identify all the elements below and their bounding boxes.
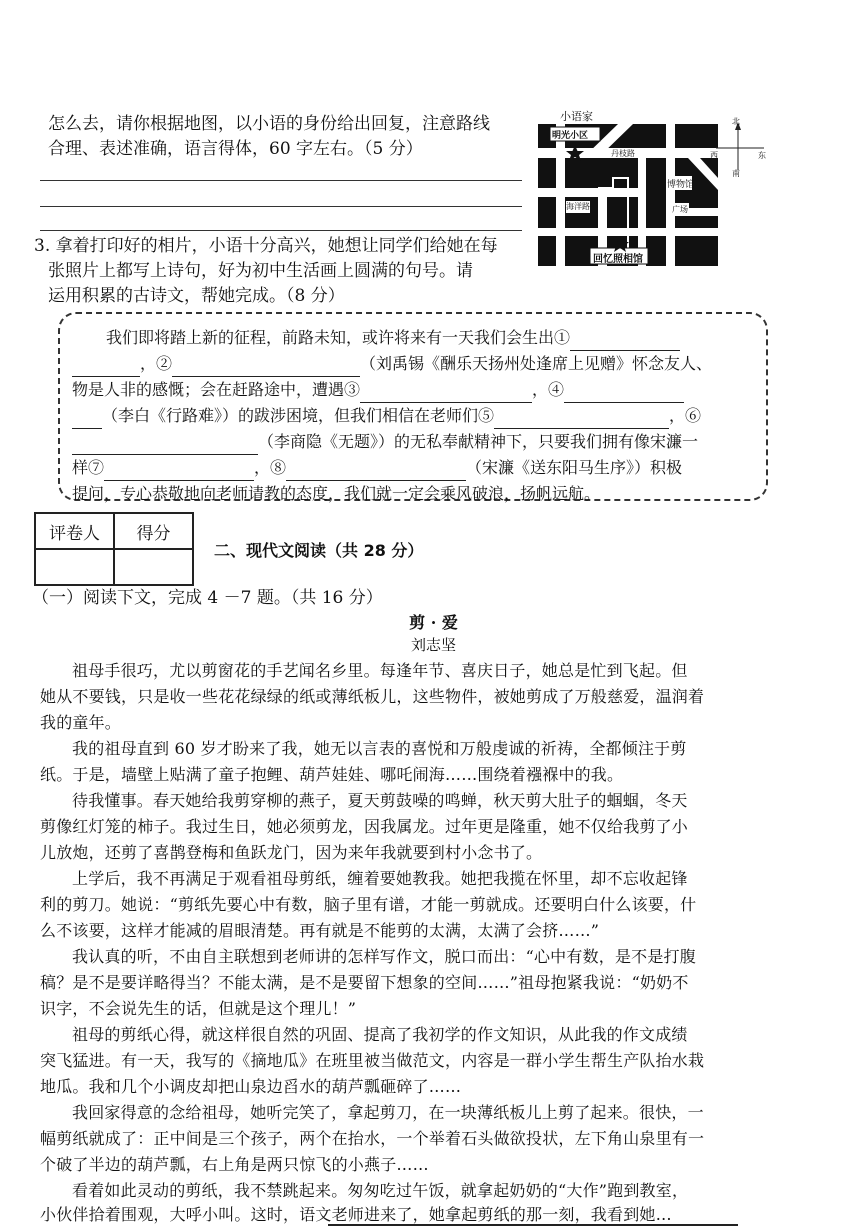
p3-line-3: 儿放炮，还剪了喜鹊登梅和鱼跃龙门，因为来年我就要到村小念书了。: [40, 843, 543, 862]
p6-line-2: 突飞猛进。有一天，我写的《摘地瓜》在班里被当做范文，内容是一群小学生帮生产队抬水栽: [40, 1051, 705, 1070]
article-title: 剪 · 爱: [409, 613, 458, 632]
p2-line-1: 我的祖母直到 60 岁才盼来了我，她无以言表的喜悦和万般虔诚的祈祷，全都倾注于剪: [72, 739, 687, 758]
blank-4[interactable]: [564, 384, 684, 403]
scroll-line-6: 样⑦ ，⑧ （宋濂《送东阳马生序》）积极: [72, 454, 682, 481]
section-subtitle: （一）阅读下文，完成 4 －7 题。（共 16 分）: [32, 588, 383, 608]
compass-south: 南: [732, 169, 740, 178]
blank-7[interactable]: [104, 462, 254, 481]
p2-line-2: 纸。于是，墙壁上贴满了童子抱鲤、葫芦娃娃、哪吒闹海……围绕着襁褓中的我。: [40, 765, 624, 784]
blank-1[interactable]: [570, 332, 680, 351]
answer-line-1: [40, 180, 522, 181]
p5-line-3: 识字，不会说先生的话，但就是这个理儿！”: [40, 999, 357, 1018]
p7-line-2: 幅剪纸就成了：正中间是三个孩子，两个在抬水，一个举着石头做欲投状，左下角山泉里有一: [40, 1129, 705, 1148]
handwritten-underline: [328, 1224, 738, 1226]
blank-5[interactable]: [494, 410, 669, 429]
map-road-label-2: 海洋路: [566, 202, 590, 211]
scroll-line-3: 物是人非的感慨；会在赶路途中，遭遇③ ，④: [72, 376, 684, 403]
p5-line-2: 稿？是不是要详略得当？不能太满，是不是要留下想象的空间……”祖母抱紧我说：“奶奶不: [40, 973, 689, 992]
p8-line-1: 看着如此灵动的剪纸，我不禁跳起来。匆匆吃过午饭，就拿起奶奶的“大作”跑到教室，: [72, 1181, 689, 1200]
p7-line-1: 我回家得意的念给祖母，她听完笑了，拿起剪刀，在一块薄纸板儿上剪了起来。很快，一: [72, 1103, 704, 1122]
p6-line-1: 祖母的剪纸心得，就这样很自然的巩固、提高了我初学的作文知识，从此我的作文成绩: [72, 1025, 688, 1044]
map-building-label-1: 博物馆: [667, 180, 695, 190]
q2-line-2: 合理、表述准确，语言得体，60 字左右。（5 分）: [48, 139, 423, 159]
p7-line-3: 个破了半边的葫芦瓢，右上角是两只惊飞的小燕子……: [40, 1155, 429, 1174]
scroll-line-4: （李白《行路难》）的跋涉困境，但我们相信在老师们⑤ ，⑥: [72, 402, 701, 429]
article-author: 刘志坚: [410, 636, 456, 654]
p3-line-2: 剪像红灯笼的柿子。我过生日，她必须剪龙，因我属龙。过年更是隆重，她不仅给我剪了小: [40, 817, 689, 836]
p1-line-3: 我的童年。: [40, 713, 122, 732]
answer-line-2: [40, 206, 522, 207]
route-map: [538, 108, 718, 266]
q3-line-3: 运用积累的古诗文，帮她完成。（8 分）: [48, 286, 345, 306]
score-cell[interactable]: [114, 549, 193, 585]
compass-west: 西: [710, 151, 718, 160]
section-title: 二、现代文阅读（共 28 分）: [214, 541, 424, 560]
map-destination-label: 回忆照相馆: [593, 254, 643, 265]
p1-line-2: 她从不要钱，只是收一些花花绿绿的纸或薄纸板儿，这些物件，被她剪成了万般慈爱，温润着: [40, 687, 705, 706]
scroll-line-1: 我们即将踏上新的征程，前路未知，或许将来有一天我们会生出①: [106, 324, 680, 351]
blank-2[interactable]: [172, 358, 360, 377]
p6-line-3: 地瓜。我和几个小调皮却把山泉边舀水的葫芦瓢砸碎了……: [40, 1077, 462, 1096]
map-community-label: 明光小区: [552, 131, 589, 141]
p3-line-1: 待我懂事。春天她给我剪穿柳的燕子，夏天剪鼓噪的鸣蝉，秋天剪大肚子的蝈蝈，冬天: [72, 791, 688, 810]
map-home-label: 小语家: [560, 110, 593, 123]
compass-rose: [710, 114, 770, 178]
scroll-line-7: 提问，专心恭敬地向老师请教的态度，我们就一定会乘风破浪，扬帆远航。: [72, 484, 601, 503]
grader-header: 评卷人: [35, 513, 114, 549]
answer-line-3: [40, 230, 522, 231]
blank-6[interactable]: [72, 436, 258, 455]
blank-4-cont[interactable]: [72, 410, 102, 429]
map-building-label-2: 广场: [672, 205, 688, 214]
p4-line-3: 么不该要，这样才能减的眉眼清楚。再有就是不能剪的太满，太满了会挤……”: [40, 921, 600, 940]
p8-line-2: 小伙伴拾着围观，大呼小叫。这时，语文老师进来了，她拿起剪纸的那一刻，我看到她…: [40, 1205, 672, 1224]
compass-east: 东: [758, 151, 766, 160]
scroll-line-5: （李商隐《无题》）的无私奉献精神下，只要我们拥有像宋濂一: [72, 428, 698, 455]
compass-north: 北: [732, 117, 740, 126]
map-road-label-1: 丹枝路: [611, 149, 635, 158]
q2-line-1: 怎么去，请你根据地图，以小语的身份给出回复，注意路线: [48, 114, 490, 134]
p4-line-2: 利的剪刀。她说：“剪纸先要心中有数，脑子里有谱，才能一剪就成。还要明白什么该要，什: [40, 895, 697, 914]
blank-8[interactable]: [286, 462, 466, 481]
scroll-line-2: ，② （刘禹锡《酬乐天扬州处逢席上见赠》怀念友人、: [72, 350, 712, 377]
q3-line-2: 张照片上都写上诗句，好为初中生活画上圆满的句号。请: [48, 261, 473, 281]
q3-line-1: 3. 拿着打印好的相片，小语十分高兴，她想让同学们给她在每: [34, 236, 498, 256]
score-table: [34, 512, 194, 586]
p5-line-1: 我认真的听，不由自主联想到老师讲的怎样写作文，脱口而出：“心中有数，是不是打腹: [72, 947, 696, 966]
blank-1-cont[interactable]: [72, 358, 140, 377]
blank-3[interactable]: [360, 384, 532, 403]
score-header: 得分: [114, 513, 193, 549]
grader-cell[interactable]: [35, 549, 114, 585]
p4-line-1: 上学后，我不再满足于观看祖母剪纸，缠着要她教我。她把我揽在怀里，却不忘收起锋: [72, 869, 688, 888]
p1-line-1: 祖母手很巧，尤以剪窗花的手艺闻名乡里。每逢年节、喜庆日子，她总是忙到飞起。但: [72, 661, 688, 680]
